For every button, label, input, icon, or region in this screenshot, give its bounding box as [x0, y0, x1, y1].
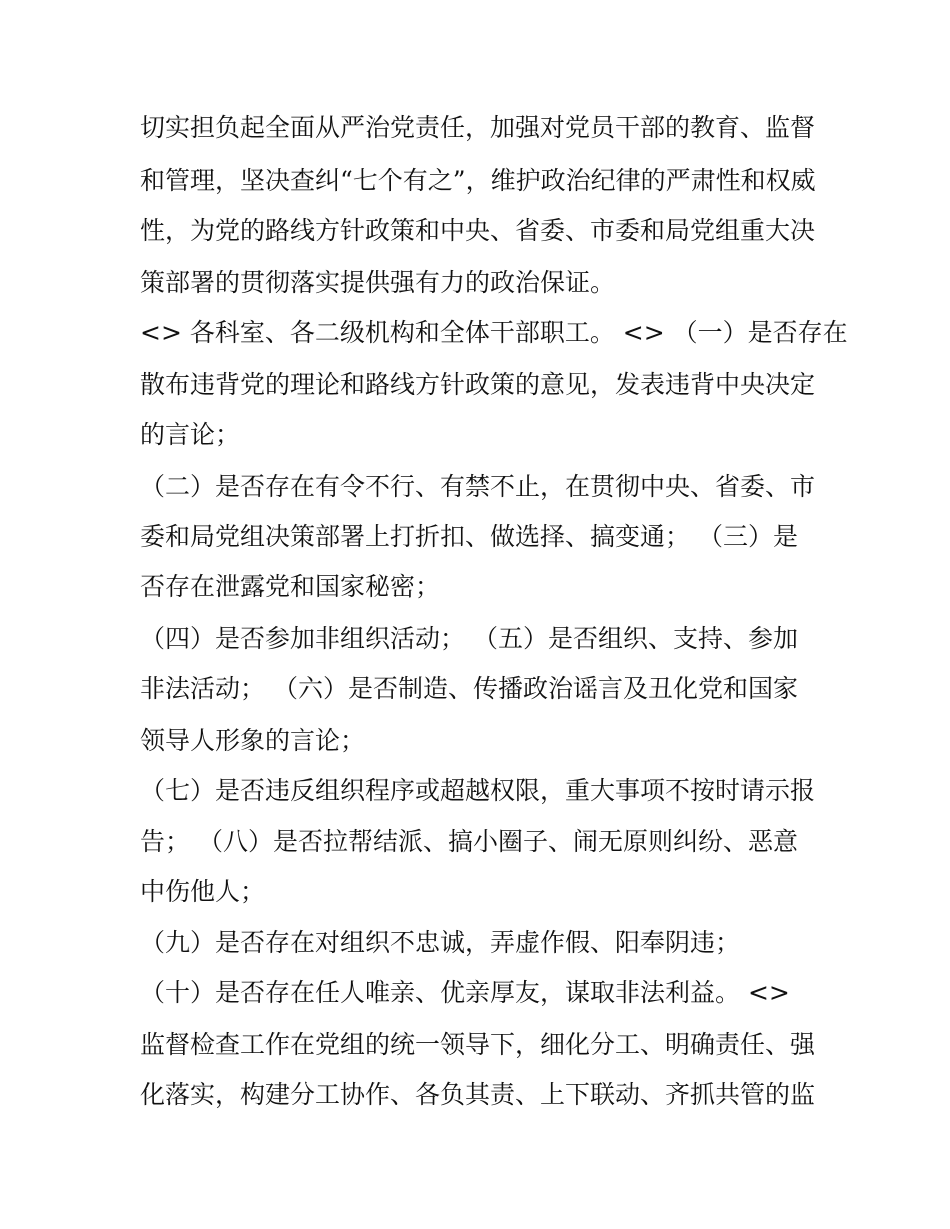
text-line-5: <> 各科室、各二级机构和全体干部职工。 <> （一）是否存在	[140, 318, 848, 347]
text-line-16: 中伤他人；	[140, 877, 266, 906]
text-line-8: （二）是否存在有令不行、有禁不止，在贯彻中央、省委、市	[140, 472, 816, 501]
text-line-1: 切实担负起全面从严治党责任，加强对党员干部的教育、监督	[140, 113, 816, 142]
text-line-20: 化落实，构建分工协作、各负其责、上下联动、齐抓共管的监	[140, 1080, 816, 1109]
text-line-15: 告； （八）是否拉帮结派、搞小圈子、闹无原则纠纷、恶意	[140, 827, 798, 856]
text-line-4: 策部署的贯彻落实提供强有力的政治保证。	[140, 268, 616, 297]
text-line-18: （十）是否存在任人唯亲、优亲厚友，谋取非法利益。 <>	[140, 978, 790, 1007]
text-line-7: 的言论；	[140, 420, 241, 449]
text-line-14: （七）是否违反组织程序或超越权限，重大事项不按时请示报	[140, 776, 816, 805]
text-line-10: 否存在泄露党和国家秘密；	[140, 572, 441, 601]
text-line-19: 监督检查工作在党组的统一领导下，细化分工、明确责任、强	[140, 1030, 816, 1059]
text-line-3: 性，为党的路线方针政策和中央、省委、市委和局党组重大决	[140, 216, 816, 245]
text-line-2: 和管理，坚决查纠“七个有之”，维护政治纪律的严肃性和权威	[140, 166, 816, 195]
text-line-6: 散布违背党的理论和路线方针政策的意见，发表违背中央决定	[140, 370, 816, 399]
text-line-17: （九）是否存在对组织不忠诚，弄虚作假、阳奉阴违；	[140, 928, 741, 957]
text-line-12: 非法活动； （六）是否制造、传播政治谣言及丑化党和国家	[140, 674, 798, 703]
text-line-11: （四）是否参加非组织活动； （五）是否组织、支持、参加	[140, 624, 798, 653]
text-line-9: 委和局党组决策部署上打折扣、做选择、搞变通； （三）是	[140, 522, 798, 551]
text-line-13: 领导人形象的言论；	[140, 726, 366, 755]
